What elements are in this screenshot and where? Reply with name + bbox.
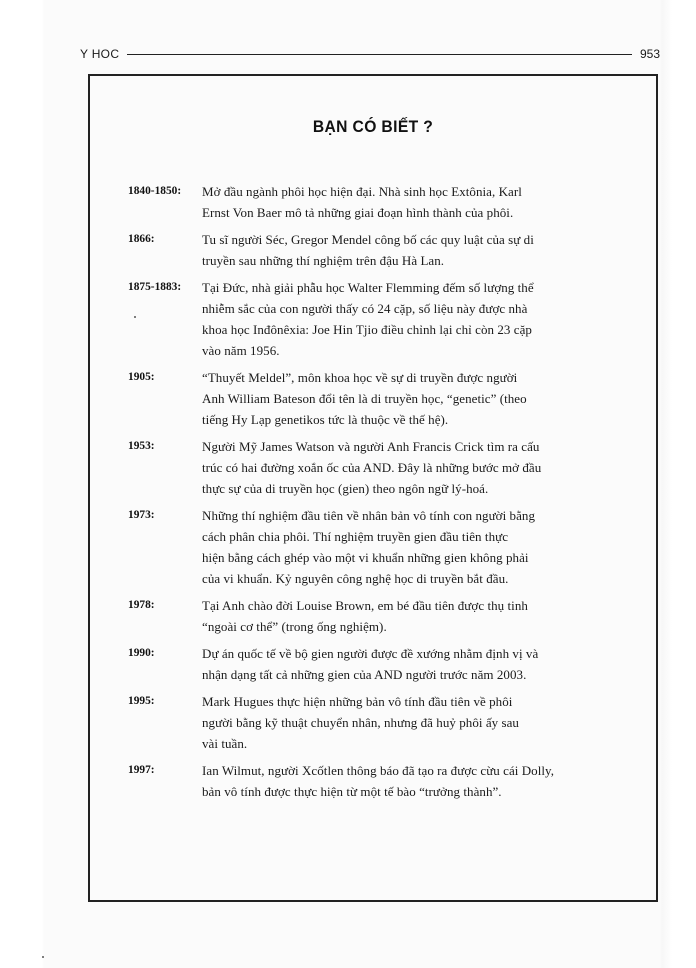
timeline-entry bbox=[128, 595, 628, 637]
entry-line: Dự án quốc tế về bộ gien người được đề xướng nhằm định vị và bbox=[202, 646, 539, 661]
entry-line: Ernst Von Baer mô tả những giai đoạn hình thành của phôi. bbox=[202, 205, 514, 220]
entry-text bbox=[202, 181, 628, 223]
entry-line: vài tuần. bbox=[202, 736, 248, 751]
scan-speck bbox=[134, 316, 136, 318]
timeline-entry bbox=[128, 436, 628, 499]
entry-line: hiện bằng cách ghép vào một vi khuẩn những gien không phải bbox=[202, 550, 529, 565]
entry-line: Những thí nghiệm đầu tiên về nhân bản vô tính con người bằng bbox=[202, 508, 536, 523]
timeline-entry bbox=[128, 691, 628, 754]
timeline-list bbox=[128, 181, 628, 802]
entry-year: 1905: bbox=[128, 371, 155, 383]
timeline-entry bbox=[128, 760, 628, 802]
timeline-entry bbox=[128, 643, 628, 685]
entry-line: Ian Wilmut, người Xcốtlen thông báo đã tạo ra được cừu cái Dolly, bbox=[202, 763, 555, 778]
entry-text bbox=[202, 760, 628, 802]
entry-line: Anh William Bateson đổi tên là di truyền học, “genetic” (theo bbox=[202, 391, 527, 406]
entry-line: tiếng Hy Lạp genetikos tức là thuộc về thế hệ). bbox=[202, 412, 449, 427]
timeline-entry bbox=[128, 181, 628, 223]
entry-line: vào năm 1956. bbox=[202, 343, 280, 358]
entry-year: 1953: bbox=[128, 440, 155, 452]
timeline-entry bbox=[128, 277, 628, 361]
entry-year: 1973: bbox=[128, 509, 155, 521]
entry-line: thực sự của di truyền học (gien) theo ngôn ngữ lý-hoá. bbox=[202, 481, 489, 496]
entry-text bbox=[202, 505, 628, 589]
entry-line: khoa học Inđônêxia: Joe Hin Tjio điều chỉnh lại chỉ còn 23 cặp bbox=[202, 322, 532, 337]
entry-text bbox=[202, 595, 628, 637]
entry-year: 1990: bbox=[128, 647, 155, 659]
timeline-entry bbox=[128, 229, 628, 271]
entry-line: Người Mỹ James Watson và người Anh Francis Crick tìm ra cấu bbox=[202, 439, 540, 454]
entry-year: 1978: bbox=[128, 599, 155, 611]
entry-line: Tại Đức, nhà giải phẫu học Walter Flemming đếm số lượng thể bbox=[202, 280, 534, 295]
entry-line: người bằng kỹ thuật chuyển nhân, nhưng đã huỷ phôi ấy sau bbox=[202, 715, 519, 730]
entry-line: bản vô tính được thực hiện từ một tế bào “trưởng thành”. bbox=[202, 784, 502, 799]
entry-line: “ngoài cơ thể” (trong ống nghiệm). bbox=[202, 619, 387, 634]
entry-year: 1866: bbox=[128, 233, 155, 245]
scan-speck bbox=[42, 956, 44, 958]
entry-year: 1997: bbox=[128, 764, 155, 776]
entry-line: của vi khuẩn. Kỷ nguyên công nghệ học di truyền bắt đầu. bbox=[202, 571, 509, 586]
entry-line: cách phân chia phôi. Thí nghiệm truyền gien đầu tiên thực bbox=[202, 529, 509, 544]
header-rule bbox=[127, 54, 632, 55]
entry-text bbox=[202, 436, 628, 499]
entry-line: truyền sau những thí nghiệm trên đậu Hà Lan. bbox=[202, 253, 445, 268]
entry-line: “Thuyết Meldel”, môn khoa học về sự di truyền được người bbox=[202, 370, 518, 385]
entry-text bbox=[202, 643, 628, 685]
running-header bbox=[80, 44, 660, 64]
entry-line: Tu sĩ người Séc, Gregor Mendel công bố các quy luật của sự di bbox=[202, 232, 534, 247]
entry-line: Mark Hugues thực hiện những bản vô tính đầu tiên về phôi bbox=[202, 694, 513, 709]
entry-line: Tại Anh chào đời Louise Brown, em bé đầu tiên được thụ tinh bbox=[202, 598, 528, 613]
entry-year: 1875-1883: bbox=[128, 281, 182, 293]
section-title: Y HOC bbox=[80, 47, 120, 61]
entry-line: nhiễm sắc của con người thấy có 24 cặp, số liệu này được nhà bbox=[202, 301, 528, 316]
entry-text bbox=[202, 367, 628, 430]
entry-line: Mở đầu ngành phôi học hiện đại. Nhà sinh học Extônia, Karl bbox=[202, 184, 522, 199]
timeline-entry bbox=[128, 505, 628, 589]
box-title: BẠN CÓ BIẾT ? bbox=[312, 117, 434, 136]
entry-year: 1840-1850: bbox=[128, 185, 182, 197]
entry-line: nhận dạng tất cả những gien của AND người trước năm 2003. bbox=[202, 667, 527, 682]
page-number: 953 bbox=[639, 47, 660, 61]
entry-year: 1995: bbox=[128, 695, 155, 707]
timeline-entry bbox=[128, 367, 628, 430]
entry-text bbox=[202, 277, 628, 361]
entry-text bbox=[202, 229, 628, 271]
entry-text bbox=[202, 691, 628, 754]
entry-line: trúc có hai đường xoắn ốc của AND. Đây là những bước mở đầu bbox=[202, 460, 542, 475]
